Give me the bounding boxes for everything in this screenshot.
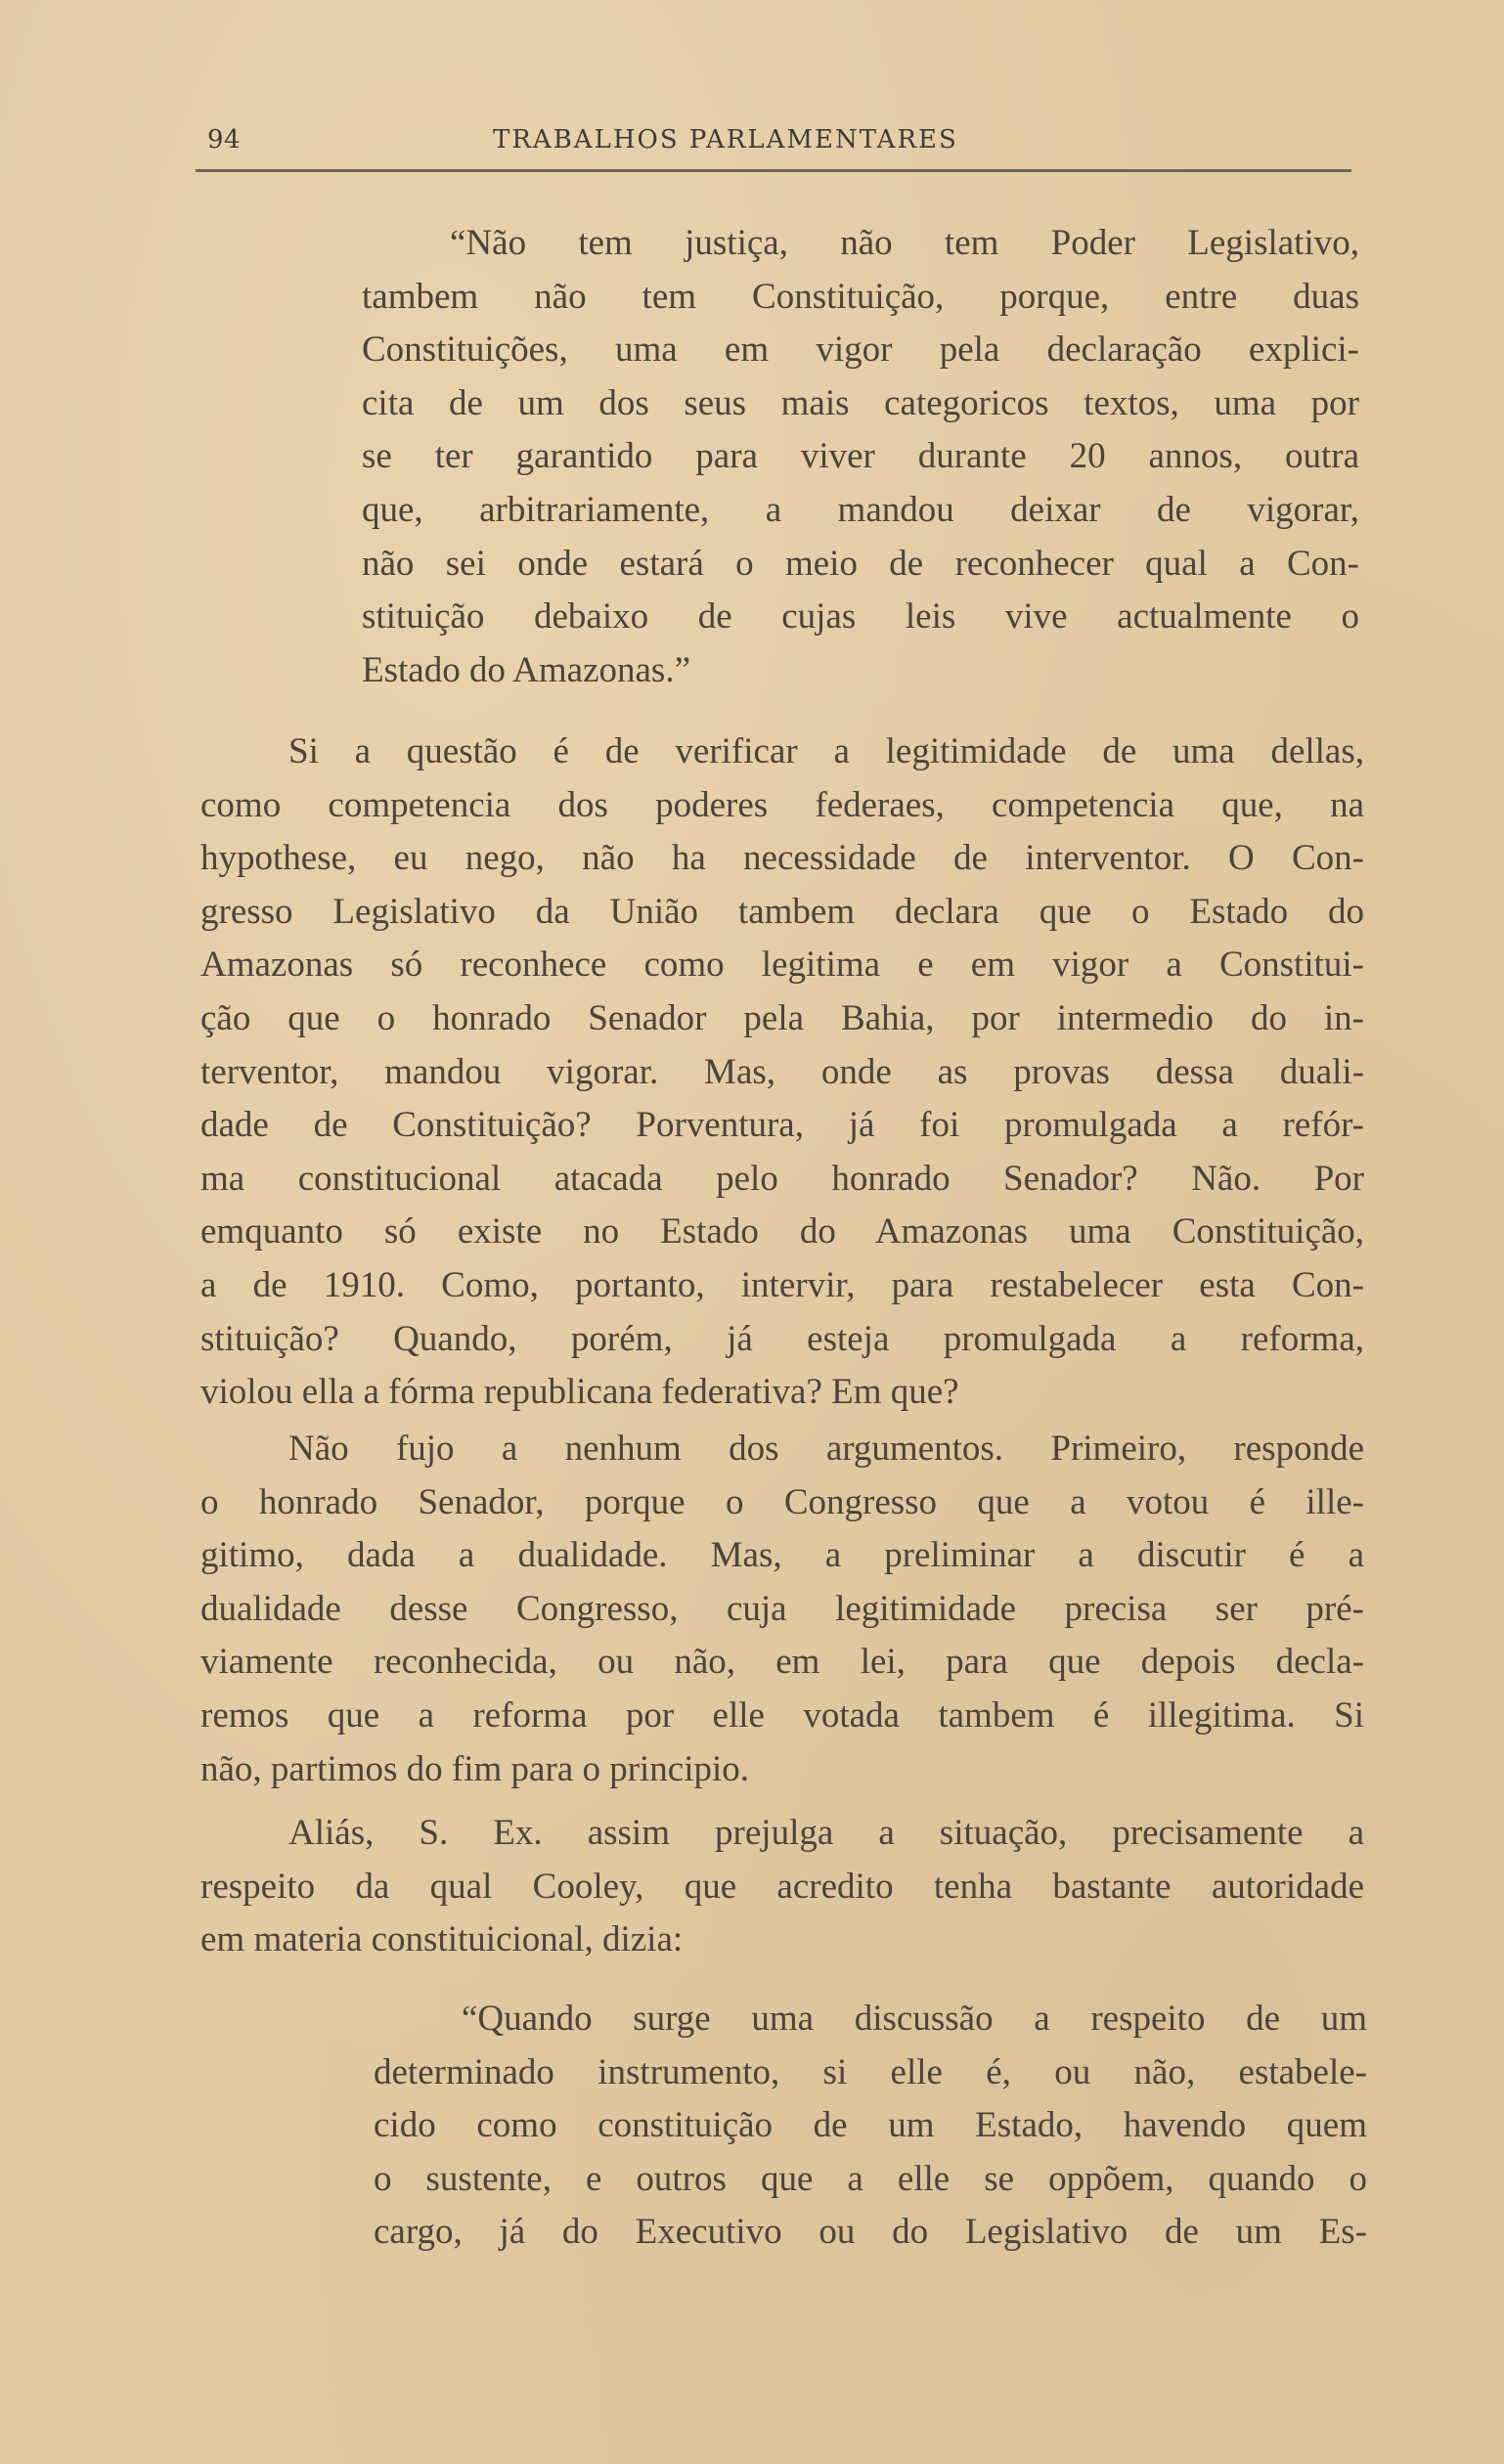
- text-line: stituição debaixo de cujas leis vive actualmente o: [362, 596, 1359, 638]
- text-line: Si a questão é de verificar a legitimidade de uma dellas,: [288, 731, 1364, 771]
- paragraph-1: [200, 726, 1364, 1420]
- text-line: “Não tem justiça, não tem Poder Legislativo,: [450, 223, 1359, 263]
- text-line: violou ella a fórma republicana federativa? Em que?: [200, 1372, 959, 1413]
- text-line: Amazonas só reconhece como legitima e em vigor a Constitui-: [200, 945, 1364, 986]
- text-line: Estado do Amazonas.”: [362, 649, 690, 690]
- text-line: respeito da qual Cooley, que acredito tenha bastante autoridade: [200, 1866, 1364, 1907]
- text-line: tambem não tem Constituição, porque, entre duas: [362, 276, 1359, 317]
- text-line: a de 1910. Como, portanto, intervir, para restabelecer esta Con-: [200, 1264, 1364, 1305]
- text-line: ção que o honrado Senador pela Bahia, por intermedio do in-: [200, 997, 1364, 1038]
- text-line: terventor, mandou vigorar. Mas, onde as provas dessa duali-: [200, 1051, 1364, 1092]
- block-quote-1: [362, 217, 1359, 697]
- text-line: cita de um dos seus mais categoricos textos, uma por: [362, 382, 1359, 423]
- text-line: cido como constituição de um Estado, havendo quem: [374, 2105, 1367, 2146]
- text-line: não sei onde estará o meio de reconhecer qual a Con-: [362, 543, 1359, 584]
- running-title: TRABALHOS PARLAMENTARES: [493, 125, 958, 154]
- text-line: Aliás, S. Ex. assim prejulga a situação, precisamente a: [288, 1813, 1364, 1853]
- paragraph-2: [200, 1423, 1364, 1796]
- text-line: Não fujo a nenhum dos argumentos. Primeiro, responde: [288, 1429, 1364, 1469]
- block-quote-2: [374, 1993, 1367, 2260]
- text-line: remos que a reforma por elle votada tambem é illegitima. Si: [200, 1694, 1364, 1736]
- text-line: ma constitucional atacada pelo honrado Senador? Não. Por: [200, 1158, 1364, 1199]
- text-line: “Quando surge uma discussão a respeito de um: [462, 1999, 1367, 2039]
- text-line: emquanto só existe no Estado do Amazonas uma Constituição,: [200, 1211, 1364, 1253]
- page-number: 94: [207, 125, 242, 154]
- text-line: cargo, já do Executivo ou do Legislativo de um Es-: [374, 2212, 1367, 2253]
- text-line: o sustente, e outros que a elle se oppõem, quando o: [374, 2158, 1367, 2199]
- text-line: em materia constituicional, dizia:: [200, 1919, 684, 1960]
- text-line: que, arbitrariamente, a mandou deixar de vigorar,: [362, 489, 1359, 530]
- text-line: não, partimos do fim para o principio.: [200, 1748, 750, 1789]
- paragraph-3: [200, 1807, 1364, 1967]
- text-line: o honrado Senador, porque o Congresso que a votou é ille-: [200, 1481, 1364, 1522]
- text-line: determinado instrumento, si elle é, ou não, estabele-: [374, 2051, 1367, 2092]
- header-rule: [196, 169, 1351, 172]
- text-line: se ter garantido para viver durante 20 annos, outra: [362, 436, 1359, 477]
- text-line: dualidade desse Congresso, cuja legitimidade precisa ser pré-: [200, 1588, 1364, 1629]
- text-line: Constituições, uma em vigor pela declaração explici-: [362, 330, 1359, 371]
- running-header: [207, 125, 1351, 164]
- text-line: gresso Legislativo da União tambem declara que o Estado do: [200, 891, 1364, 932]
- text-line: gitimo, dada a dualidade. Mas, a preliminar a discutir é a: [200, 1535, 1364, 1576]
- text-line: stituição? Quando, porém, já esteja promulgada a reforma,: [200, 1318, 1364, 1359]
- text-line: como competencia dos poderes federaes, competencia que, na: [200, 784, 1364, 825]
- text-line: dade de Constituição? Porventura, já foi promulgada a refór-: [200, 1105, 1364, 1146]
- text-line: hypothese, eu nego, não ha necessidade de interventor. O Con-: [200, 838, 1364, 879]
- text-line: viamente reconhecida, ou não, em lei, para que depois decla-: [200, 1642, 1364, 1683]
